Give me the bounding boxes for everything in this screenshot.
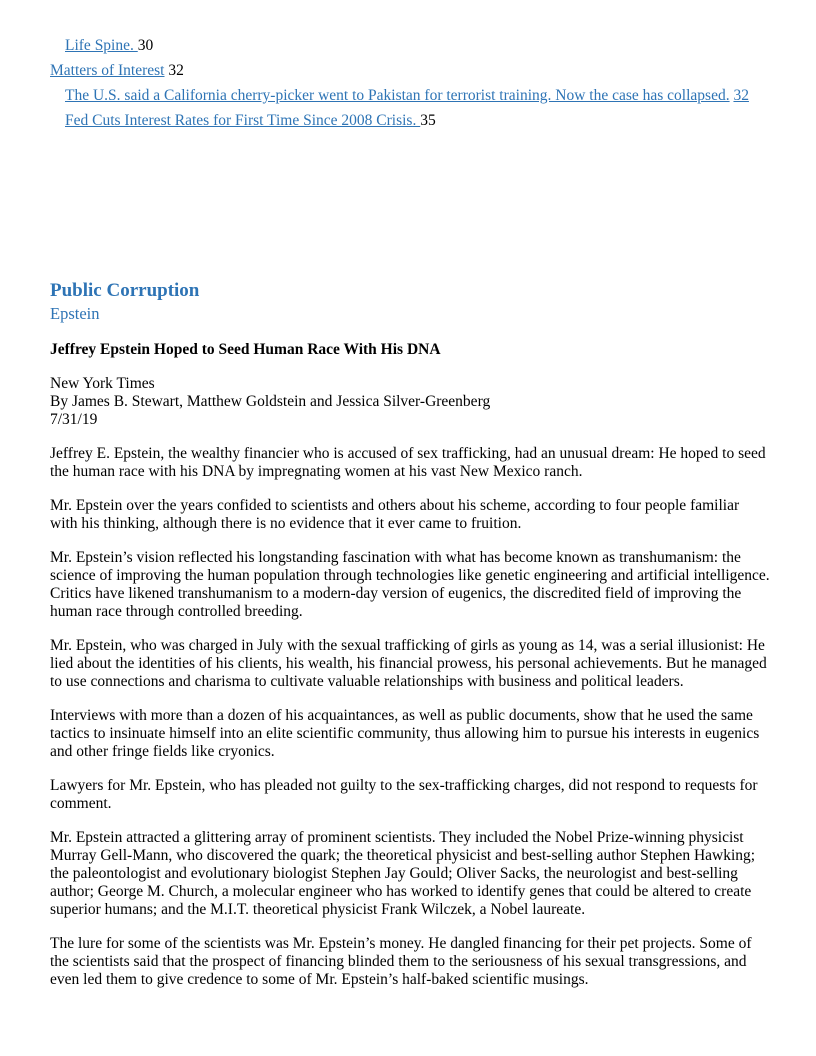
article-paragraph: The lure for some of the scientists was Mr. Epstein’s money. He dangled financing for their pet projects. Some of the scientists said that the prospect of financing blinded them to the seriousness of his sexual transgressions, and even led them to give credence to some of Mr. Epstein’s half-baked scientific musings. bbox=[50, 935, 752, 988]
toc-separator: . bbox=[412, 112, 421, 129]
page-spacer bbox=[50, 137, 770, 280]
section-title: Public Corruption bbox=[50, 280, 200, 301]
article-meta bbox=[50, 375, 770, 429]
article-byline: By James B. Stewart, Matthew Goldstein and Jessica Silver-Greenberg bbox=[50, 393, 491, 410]
article-body bbox=[50, 445, 770, 989]
toc-entry-matters-of-interest bbox=[50, 62, 770, 80]
article-date: 7/31/19 bbox=[50, 411, 98, 428]
article-headline: Jeffrey Epstein Hoped to Seed Human Race With His DNA bbox=[50, 341, 441, 358]
toc-link[interactable]: The U.S. said a California cherry-picker went to Pakistan for terrorist training. Now the case has collapsed. bbox=[65, 87, 730, 104]
table-of-contents bbox=[50, 37, 770, 130]
toc-entry-life-spine bbox=[50, 37, 770, 55]
article-source: New York Times bbox=[50, 375, 155, 392]
article-paragraph: Jeffrey E. Epstein, the wealthy financier who is accused of sex trafficking, had an unusual dream: He hoped to seed the human race with his DNA by impregnating women at his vast New Mexico ranch. bbox=[50, 445, 766, 480]
article-paragraph: Mr. Epstein over the years confided to scientists and others about his scheme, according to four people familiar with his thinking, although there is no evidence that it ever came to fruition. bbox=[50, 497, 740, 532]
document-page bbox=[50, 37, 770, 989]
article-paragraph: Interviews with more than a dozen of his acquaintances, as well as public documents, show that he used the same tactics to insinuate himself into an elite scientific community, thus allowing him to pursue his interests in eugenics and other fringe fields like cryonics. bbox=[50, 707, 760, 760]
toc-page-number: 35 bbox=[420, 112, 436, 129]
toc-page-number: 32 bbox=[168, 62, 184, 79]
toc-entry-fed-cuts bbox=[50, 112, 770, 130]
toc-page-number: 30 bbox=[137, 37, 154, 54]
toc-link[interactable]: Matters of Interest bbox=[50, 62, 165, 79]
subsection-title: Epstein bbox=[50, 304, 100, 323]
article-paragraph: Mr. Epstein attracted a glittering array of prominent scientists. They included the Nobel Prize-winning physicist Murray Gell-Mann, who discovered the quark; the theoretical physicist and best-selling author Stephen Hawking; the paleontologist and evolutionary biologist Stephen Jay Gould; Oliver Sacks, the neurologist and best-selling author; George M. Church, a molecular engineer who has worked to identify genes that could be altered to create superior humans; and the M.I.T. theoretical physicist Frank Wilczek, a Nobel laureate. bbox=[50, 829, 756, 918]
article-paragraph: Mr. Epstein’s vision reflected his longstanding fascination with what has become known as transhumanism: the science of improving the human population through technologies like genetic engineering and artificial intelligence. Critics have likened transhumanism to a modern-day version of eugenics, the discredited field of improving the human race through controlled breeding. bbox=[50, 549, 770, 620]
article-paragraph: Mr. Epstein, who was charged in July with the sexual trafficking of girls as young as 14, was a serial illusionist: He lied about the identities of his clients, his wealth, his financial prowess, his personal achievements. But he managed to use connections and charisma to cultivate valuable relationships with business and political leaders. bbox=[50, 637, 767, 690]
article-paragraph: Lawyers for Mr. Epstein, who has pleaded not guilty to the sex-trafficking charges, did not respond to requests for comment. bbox=[50, 777, 758, 812]
toc-link[interactable]: Life Spine bbox=[65, 37, 130, 54]
toc-link[interactable]: Fed Cuts Interest Rates for First Time Since 2008 Crisis bbox=[65, 112, 413, 129]
toc-page-number[interactable]: 32 bbox=[733, 87, 749, 104]
toc-separator: . bbox=[130, 37, 138, 54]
toc-entry-cherry-picker bbox=[50, 87, 770, 105]
